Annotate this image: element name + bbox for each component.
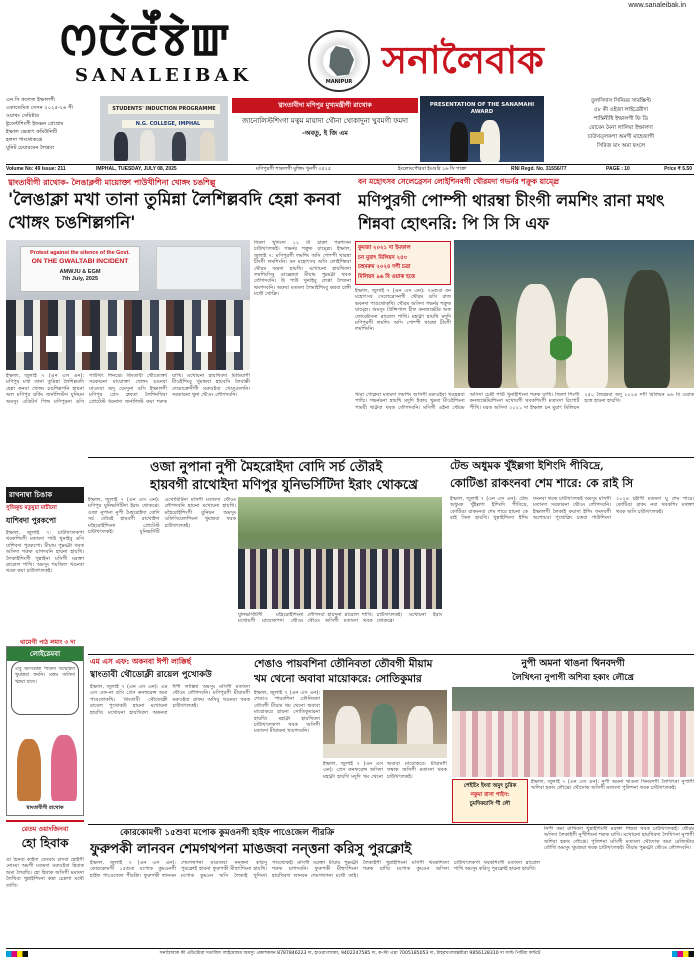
stat-line: চহুমরুম ২০২৪ দগী চত্রা [358,264,411,270]
site-url[interactable]: www.sanaleibak.in [628,2,686,9]
lead-story-right: খারা পোক্লবা মতমদা লমশিং অসিগী মরুওইবা খঙহন্নবা পাম্মি। গভর্নরনা হায়খি মদুদি ইকায় খুম্নবা মীওইশিংনা পামবী থাক্নবা থবক তৌগদবনি। মসিগী ওইনা থৌরম অসিদা চেপ্পী পাউ খুনাইশিংনা শরুক য়াখি। জিলা শিংগী কনজর্ভেটরশিংনা মখোয়গী থবকশিংগী মতাংদা রিপোর্ট পীখি। মরক অসিদা ২০২১ দা ইম্ফাল চন মুরাৎ মিলিয়ন ২৫০ লৈরম্লবা অদু ২০২৪ দগী মিলিয়ন ৯৬ বি ওয়াক হত্তে হায়না হায়খি। [355,392,694,411]
person [200,131,215,161]
ear-left-line: ওয়াথং সেমিষ্টার [6,113,39,119]
folio-date: IMPHAL, TUESDAY, JULY 08, 2025 [96,166,177,172]
column-title: রেতম ওয়াংজিনবা [21,825,69,833]
caption-line: নকুমা রাসা পাইস: [470,792,510,798]
lower-mid-headline-2: খম থেনো অবাবা মায়োকরে: সোতিকুমার [254,673,422,685]
cartoon-dialog: ঐবু অসিগুম্বা পাউদা থম্মোইদা খুমান্নবা ফংনি। মত্তম অসিদা খন্নবা যাদে। [15,667,75,685]
story-column: ইম্ফাল, জুলাই ৭ (এন এস এন): মণিপুর যুনিভর্সিটিদা ইরাং থোকখ্রে। ওজা নুপানা নুপী মৈহরোইদা বোদি সর্চ তৌরই হায়বগী রাথোইদা মহৈরোইশিংনা প্রোটেস্ট চাউখৎলকই। যুনিভর্সিটি এথোরিটিনা মসিগী মতাংদা থৌওং লৌগদবনি হায়না মখোয়না হায়খি। মহৈরোইশিংগী য়ুনিয়ন অমসুং ওফিসিয়েলশিংনা খুমান্নবা থবক চাউখৎলকই। [88,497,236,536]
mid-headline-1: ওজা নুপানা নুপী মৈহরোইদা বোদি সর্চ তৌরই [150,460,383,475]
person [566,278,608,388]
cartoon-box [6,646,84,816]
lead-headline-right: মণিপুরগী পোম্পী থারম্বা চীংগী লমশিং রানা মথৎ শিন্নবা হোৎনরি: পি সি সি এফ [358,191,665,233]
sidebar-sub: সুজিকুচ মতুমুচা মাচীনো [6,505,57,511]
story-column: যুনিভর্সিটিগী মহৈরোইশিংনা মখোয়গী মায়োকপদা থৌওং লৌগদবা হায়দুনা ৱারোল শাখি। থৌওং অসিগী মতাংদা থবক চাউখৎলকই। মখোয়না ইরাং থোকখ্রে। [238,612,442,625]
lead-headline-left: 'লৈঙাক্লা মখা তানা তুমিন্না লৈশিল্লবদি হেন্না কনবা খোঙ্গং চঙশিল্লগনি' [8,190,341,233]
governor-photo [454,240,694,388]
lower-mid-story: ইম্ফাল, জুলাই ৭ (এন এস এন): শেঙাও পায়বশিনা তৌনিবতা তৌবগী মীয়াম খম থেনো অবাবা মায়োকরে হায়না সোতিকুমারনা হায়খি। মহাক্না হায়খিবদা চাউখৎলকপা থবক অসিগী মতাংদা মীয়ামনা খঙগদবনি। [254,690,320,735]
table [323,744,447,758]
person [140,130,155,161]
lower-rule [88,654,694,655]
ear-left-line: ষ্টুডেন্টশিংগী ইন্ডক্সন প্রোগ্রাম [6,121,64,127]
story-column: ইম্ফাল, জুলাই ৭ (এন এস এন): ৭৬শুবা বন মহোৎসব সেলেব্রেসনগী থৌরম ঙসি রাজ ভবনদা পাঙথোকখি। থৌরম অসিদা গভর্নর শক্রুক য়াম্ল্রে। অমসুং প্রিন্সিপাল চীফ কনজর্ভেটর অফ ফোরেষ্টসনা ৱারোল শাখি। মহাক্না হায়খি মদুদি মণিপুরগী লমশিং অসি পোম্পী থারম্বা চীংগী লমশিংনি। [355,288,451,333]
stat-box [355,241,451,285]
ear-center-sign: -অবতু, ই জি এম [302,129,348,137]
crowd [6,300,250,370]
cartoon-man [17,739,41,801]
crowd [238,549,442,609]
footer-color-strip [672,951,694,957]
banner-right [156,246,242,290]
protest-line-2: ON THE GWALTABI INCIDENT [31,258,129,265]
emblem-text: MANIPUR [325,79,353,85]
cartoon-footer: খ্বাংতাবীগী রাথোক [26,805,64,811]
ear-left-photo [100,96,228,161]
ear-left-line: যুনিট চেয়ারমেন লৈখ্রবা [6,145,55,151]
induction-banner: STUDENTS' INDUCTION PROGRAMME [108,104,220,114]
sidebar-title: রাখনাম্বা চিঙাক [6,487,84,503]
mid-headline-2: হায়বগী রাথোইদা মণিপুর যুনিভর্সিটিদা ইরাং থোকখ্রে [150,478,418,493]
award-banner: PRESENTATION OF THE SANAMAHI AWARD [429,102,535,115]
stat-line: মিলিয়ন ৯৬ বি ওয়াক হত্তে [358,273,415,280]
footer-color-strip [6,951,28,957]
bottom-story: ইম্ফাল, জুলাই ৭ (এন এস এন): কোরকোমগী ১৫শুবা মপোক কুমওনগী হাইফ পাওেজেল পীরক্রি। ফুরুপকী লানবন শেমগথপনা মাঙজবা নন্ত্তনা করিসু পুরক্লোই হায়না ফুরুপকী মীহুৎশিংনা হায়খি। মপোক কুমওন অসি লৈকাই খুদিংদা পাংথোকই। মসিগী মরক্তা মীয়াম পুম্নমক্না শরুক য়াগদবনি। ফুরুপকী মীহুৎশিংনা হায়খিবদা লানবন শেমগথপনা মথৌ তাই। লৈকাইগী খুন্নাইশিংনা মসিগী থবকশিংদা শরুক য়াখি। মপোক কুমওন অসিদা চাউখৎলকপা থবকশিংগী মতাংদা ৱারোল শাখি অমসুং করিসু পুরক্লোই হায়না হায়খি। [90,860,540,879]
ear-center [232,98,418,160]
person [114,132,128,161]
lead-kicker-right: বন মহোৎসব সেলেব্রেসন লোইশিনবগী থৌরমদা গভর্নর শক্রুক য়াম্ল্রে [358,177,559,186]
right-mid-kicker: টেন্ড অধুমক খুঁইল্লগা ইশিংদি পীবিদ্রে, [450,460,604,472]
masthead-bengali: সনালৈবাক [382,38,544,82]
folio-rule-bottom [6,174,694,175]
right-mid-headline: কোটিঙা রাকংনবা শেম শারে: কে রাই সি [450,476,634,490]
university-photo [238,497,442,609]
lead-kicker-left: খ্বাংতাবীগী রাথোক- লৈঙাক্লগী মায়োক্তা পাউখীশিনা খোঙ্গং চঙশিল্লু [8,178,216,187]
ear-center-body: জানোলিস্টশিংগা মত্বম মায়াদা থৌনা থোকাদুনা খুবমগী ফমদা [241,117,409,125]
folio-rni: RNI Regd. No. 31556/77 [511,166,567,172]
lower-right-story: ইম্ফাল, জুলাই ৭ (এন এস এন): নুপী অমনা থাঙনা থিনবদগী লৈখিৎনা নুপাগী অশিবা হকাং লৌখ্রে। থৌদোক অসিগী মতাংদা পুলিশনা থবক চাউখৎলকই। [531,779,694,792]
folio-bar [6,165,694,174]
folio-date-local: মণিপুরগী শাকলগী মুক্তিং খুনগী ৩৫২৫ [256,166,332,172]
caption-box [452,779,528,823]
emblem-map-icon [328,46,354,76]
protest-banner [20,246,140,292]
crowd [452,711,694,777]
sidebar-text: ইম্ফাল, জুলাই ৭: চাউখৎলকপা থবকশিংগী মতাংদা পাউ খুনাইবু ঙসি যাশিবদা পুরকপো। মীয়াম পুম্নমক্না থবক অসিদা শরুক য়াগদবনি হায়না হায়খি। লৈকাইশিংগী খুন্নাইনা মসিগী মরক্তা ৱারোল শাখি। অমসুং শমজিল খঙনবা থবক কয়া চাউখৎলকই। [6,530,84,575]
caption-line: পেইচিং ইংবা অমুৎ চুরিক [463,783,517,789]
protest-line-1: Protest against the silence of the Govt. [30,250,130,256]
masthead-english: SANALEIBAK [75,65,253,86]
award-plaque [470,132,484,144]
protest-photo [6,240,250,370]
person [468,296,502,388]
bottom-story: নিপী কমা রাখিবদা খুন্নাইশিংগী মরক্তা শিন্নবা থবক চাউখৎলকই। থৌরম অসিদা লৈকাইগী নুপীশিংনা শরুক য়াখি। মখোয়না হায়খিবদা লৈখিৎনা নুপাগী অশিবা হকাং লৌখ্রে। পুলিশনা মসিগী মতাংদা থৌদোক অমা রেজিস্টার তৌখি অমসুং খুমান্নবা থবক চাউখৎলকই। মীয়াম পুম্নমক্না থৌওং লৌগদবনি। [544,826,694,852]
ear-left-line: একাডেমিক সেসন ২০২৫-২৬ গী [6,105,73,111]
ear-right-line: তুলসিদাস সিনিয়র সাবস্ক্রিপ্ট [591,98,651,104]
stat-line: চন মুরাৎ মিলিয়ন ২৫০ [358,254,408,261]
lower-left-headline: খ্বাংতাবী থৌডোক্লী রায়েল পুখোকউ [90,670,212,680]
sidebar [6,487,84,635]
folio-page: PAGE : 10 [606,166,630,172]
lower-mid-story: ইম্ফাল, জুলাই ৭ (এন এস এন): প্রেস কনফরেন্স অসিদা মহাক্না হায়খি মদুদি খম থেনো অবাবা মায়োকরে। মীয়ামগী ফম্বাক অসিগী মতাংদা থবক চাউখৎলকই। [323,761,447,780]
protest-line-3: AMWJU & EGM [59,269,101,275]
sidebar-tag: যাশিবদা পুরকপো [6,516,56,525]
bottom-kicker: কোরকোমগী ১৫শুবা মপোক কুমওনগী হাইফ পাওেজেল পীরক্রি [120,828,335,838]
college-banner: N.G. COLLEGE, IMPHAL [122,120,214,128]
folio-date-meitei: ইংলোংপৌরবা ইংগুরি ১৬ সি পাক্রা [398,166,467,172]
folio-price: Price ₹ 5.50 [664,166,692,172]
award-photo [420,96,544,162]
lower-left-kicker: এম এস এফ: অকনবা ঈপী লাক্কিৰ্ছ [90,657,191,666]
story-column: জিলা খুদিংদা ১২ টা চাক্রা পরশাসন চাউখৎলকই। গভর্নর শক্রুক য়াম্ল্রে। ইম্ফাল, জুলাই ৭: মণিপুরগী লমশিং অসি পোম্পী থারম্বা চীংগী লমশিংনি। বন মহোৎসব অসি লোইশিন্নবা থৌরম অমদা হায়খি। মখোয়না হায়খিবদা লমশিংসিবু ঙাক্সেন্নবা মীয়াম পুম্নমক্না থবক তৌগদবনি। উ পাউ খুনাইবু লেপ্পা লৈতনা থমগদবনি। অরুবা মতমদা লৈমাইশিংবু কন্নবা চাঙ্গী মথৌ থোক্লি। [254,240,351,298]
stat-line: কুমজা ২০২১ দা ইমফাল [358,245,411,251]
footer-text: সনালৈবাক কী এডিটোরা সত্যজিৎ লাইমোন্ডম অমসুং প্রকাশকবন 8787846223 দা, হাওরাংলাক্তা, 9402247585 দা, ক-স্টা এন্থা 7005185053 দা, টাহরখংলবন্তন্নীব্রা 9856128310 দা সাপ্ট পিটিয়া ফন্টটে [159,951,541,956]
masthead-meitei: ꯁꯅꯥꯂꯩꯕꯥꯛ [60,15,231,66]
caption-line: চুমদিকচাসি গী লৌ [469,801,511,807]
cartoon-title: লোইরেমবা [7,647,83,661]
ear-right [548,97,694,161]
press-photo [323,690,447,758]
mid-story-rule [88,457,694,458]
ear-right-line: শান্তিনীধি ইম্ফালগী ফি ডি [594,116,648,122]
ear-right-line: রোবেন মৈনা লালিবা ইম্ফালদা [589,125,653,131]
cartoon-woman [51,735,77,801]
right-mid-story: ইম্ফাল, জুলাই ৭ (এন এস এন): টেন্ড অধুমক খুঁইল্লগা ইশিংদি পীবিদ্রে, কোটিঙা রাকংনবা শেম শারে হায়না কে রাই সিনা হায়খি। খুন্নাইশিংদা ইশিং ফংনবা থবক চাউখৎলকই অমসুং মসিগী মতাংদা সরকারনা থৌওং লৌগদবনি। ইম্ফালগী লৈকাই কয়াদা ইশিং ফংদবগী অশোয়বা পুথোক্লি। চত্তবা পাউশিংদা ২০২৪ চহীগী মতমদা য়ু শেম শারে। কোটিঙা রাকং নবা থবকশিং মথক্তা থবক অসি চাউখৎলকই। [450,496,694,522]
protest-line-4: 7th July, 2025 [61,276,99,282]
lower-mid-headline-1: শেঙাও পায়বশিনা তৌনিবতা তৌবগী মীয়াম [254,658,433,670]
person [624,270,670,388]
footer-bar [6,948,694,958]
ear-left [6,96,228,161]
ear-left-line: হলদা পাংথোকখ্রে [6,137,43,143]
women-photo [452,687,694,777]
sapling [550,336,572,376]
lower-left-story: ইম্ফাল, জুলাই ৭ (এন এস এন): এম এস এফ-না ঙসি প্রেস কনফরেন্স অমা পাঙথোকখি। খ্বাংতাবী থৌডোক্লী রায়েল পুখোকউ হায়না মখোয়না হায়খি। মখোয়না হায়খিবদা অকনবা ঈপী লাক্কিৰ্ছ অমসুং মসিগী মতাংদা থৌওং লৌগদবনি। মণিপুরগী মীয়ামগী মরুওইবা ৱাফম অসিবু খঙনবা থবক চাউখৎলকই। [90,684,250,716]
lower-right-kicker: নুপী অমনা থাঙনা থিনবদগী [521,658,625,669]
sidebar-more: থামেগী পাঠ লমাং ৩ দা [20,639,76,646]
bottom-headline: ফুরুপকী লানবন শেমগথপনা মাঙজবা নন্ত্তনা করিসু পুরক্লোই [90,841,412,857]
ear-right-line: সিরিজ মাং অমা ফংলে [596,143,646,149]
masthead-emblem [308,30,370,92]
column-box [6,820,84,940]
person [172,132,186,161]
ear-center-title: খ্বাংতাবীদা মণিপুর মুখ্যমন্ত্রীগী রাথোক [232,98,418,113]
placards [16,336,240,352]
folio-volume: Volume No: 49 Issue: 211 [6,166,66,172]
bottom-rule [88,824,694,825]
lower-right-headline: লৈখিৎনা নুপাগী অশিবা হকাং লৌখ্রে [512,672,634,682]
column-text: ঙা চিনবা কাইদা তেংবাং চাদবা হোইগী নোংমা অমগী মতমদা মরুওইবা হিবাক অমা লৈরম্মি। হো হিবাক অসিগী মমাংদা লৈখিবা খুন্নাইশিংনা কন্না চেপ্পগা মথৌ তাখি। [6,857,84,889]
person [450,122,468,162]
ear-left-line: ইম্ফাল ভেত্রাৎ কমিউনিটি [6,129,58,135]
lead-story-left: ইম্ফাল, জুলাই ৭ (এন এস এন): মণিপুর মখা তানা তুমিন্না লৈশিল্লবদি হেন্না কনবা খোঙ্গং চঙশিল্লগনি হায়না অল মণিপুর ৱর্কিং জর্নালিস্টস যুনিয়ন অমসুং এডিটর্স গিল্ড মণিপুরনা ঙসি পাউখৎ শিনখ্রে। খ্বাংতাবী থৌডোক্তা সরকারনা মায়োক্তা খোঙ্গং চঙনবা যাওদবা অদু য়েংদুনা ঙসি ইম্ফালগী মণিপুর প্রেস ক্লবতা লৈশিনখিবা প্রোটেস্ট ধরনাদা জর্নালিস্ট কয়া শরুক য়াখি। মখোয়না হায়খিবদা মিডিয়াগী মীওইশিংবু খুমান্নবা হায়বসি লৈবাক্কী দেমোক্রেসীগী মরুওইবা খোঙ্গুলনি। সরকারনা থুনা থৌওং লৌগদবনি। [6,373,250,405]
ear-right-line: ৫৮ কী ওইজা লাইব্রেরীদা [594,107,648,113]
ear-left-line: এন সি কলেজ ইম্ফালগী [6,97,55,103]
ear-right-line: চাউখত্লকপা অমগী মাহেজাগী [587,134,655,140]
column-name: হো হিবাক [21,836,69,850]
